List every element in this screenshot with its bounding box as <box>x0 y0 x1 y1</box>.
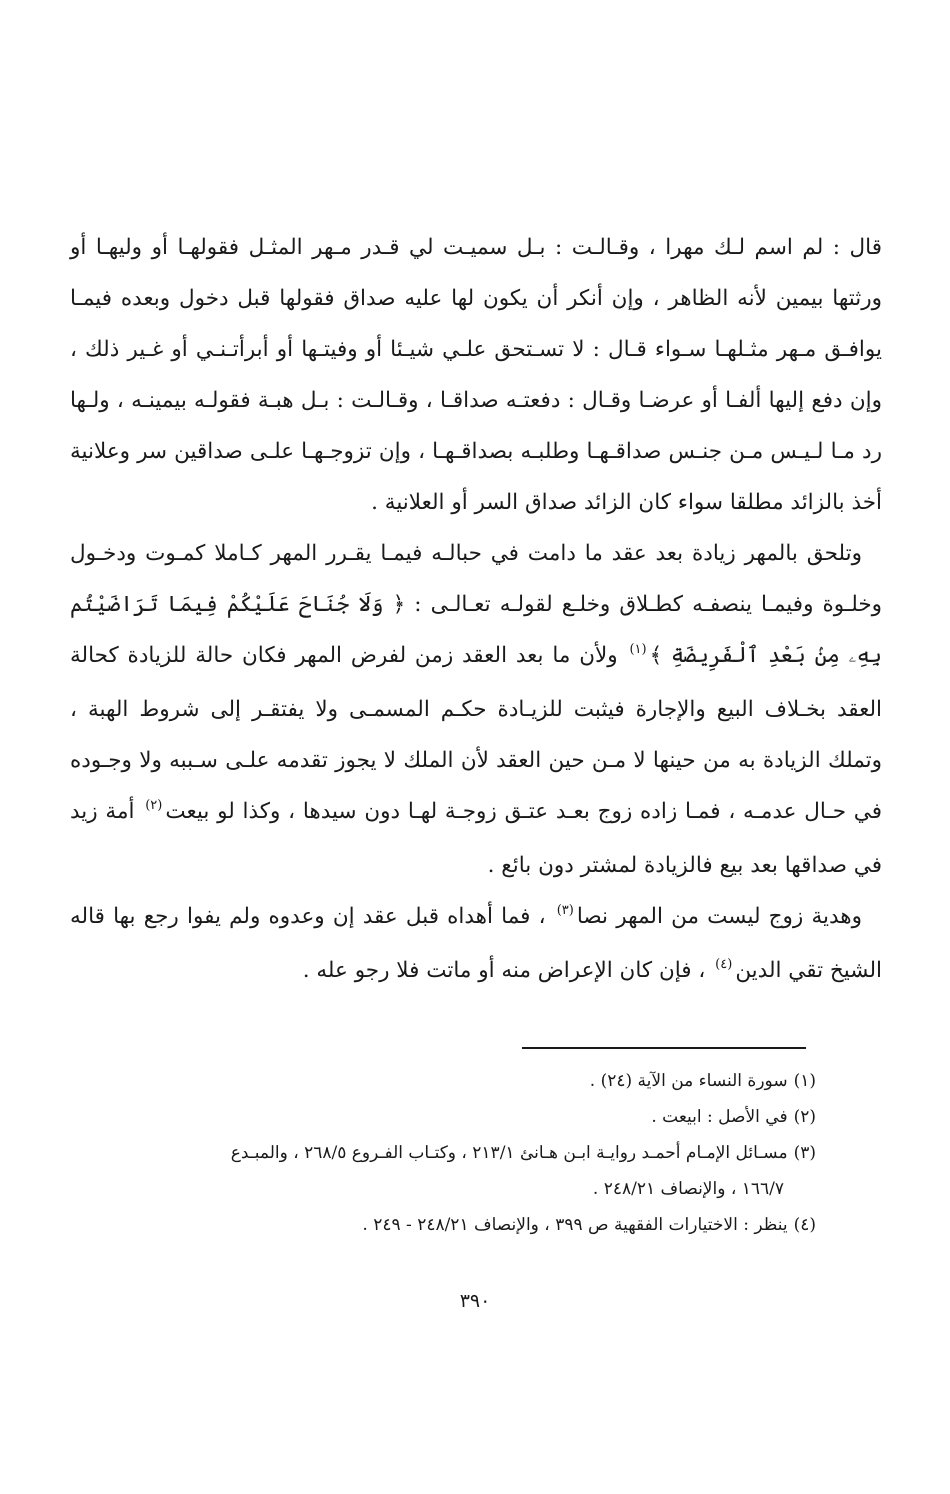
footnote-number: (٣) <box>793 1143 816 1163</box>
footnote-text: مسـائل الإمـام أحمـد روايـة ابـن هـانئ ٢١٣/١ ، وكتـاب الفـروع ٢٦٨/٥ ، والمبـدع <box>230 1143 788 1163</box>
footnote-3 <box>66 1135 816 1207</box>
paragraph-3-text-c: ، فإن كان الإعراض منه أو ماتت فلا رجو عله . <box>302 958 713 983</box>
footnotes <box>66 1063 816 1243</box>
footnote-ref-2[interactable]: (٢) <box>145 798 163 813</box>
quran-verse: ﴿ وَلَا جُنَاحَ عَلَيْكُمْ فِيمَا تَرَاضَيْتُم بِهِۦ مِنۢ بَعْدِ ٱلْفَرِيضَةِ ﴾ <box>70 592 882 668</box>
footnote-4 <box>66 1207 816 1243</box>
paragraph-3 <box>70 891 882 999</box>
paragraph-2-text-end: أمة زيد في صداقها بعد بيع فالزيادة لمشتر دون بائع . <box>70 799 882 878</box>
footnote-number: (٢) <box>793 1107 816 1127</box>
paragraph-3-text-a: وهدية زوج ليست من المهر نصا <box>576 904 863 929</box>
footnote-ref-1[interactable]: (١) <box>629 642 647 657</box>
footnote-ref-3[interactable]: (٣) <box>556 903 574 918</box>
paragraph-2-text-after: ولأن ما بعد العقد زمن لفرض المهر فكان حالة للزيادة كحالة العقد بخـلاف البيع والإجارة فيثبت للزيـادة حكـم المسمـى ولا يفتقـر إلى شروط الهبة ، وتملك الزيادة به من حينها لا مـن حين العقد لأن الملك لا يجوز تقدمه علـى سـببه ولا وجـوده في حـال عدمـه ، فمـا زاده زوج بعـد عتـق زوجـة لهـا دون سيدها ، وكذا لو بيعت <box>70 643 882 824</box>
footnote-text: سورة النساء من الآية (٢٤) . <box>589 1071 788 1091</box>
paragraph-2-text-before-quran: وتلحق بالمهر زيادة بعد عقد ما دامت في حبالـه فيمـا يقـرر المهر كـاملا كمـوت ودخـول وخلـوة وفيمـا ينصفـه كطـلاق وخلـع لقولـه تعـالـى : <box>70 541 882 617</box>
paragraph-3-text-b: ، فما أهداه قبل عقد إن وعدوه ولم يفوا رجع بها قاله الشيخ تقي الدين <box>70 904 882 983</box>
paragraph-1: قال : لم اسم لـك مهرا ، وقـالـت : بـل سميـت لي قـدر مـهر المثـل فقولهـا أو وليهـا أو ورثتها بيمين لأنه الظاهر ، وإن أنكر أن يكون لها عليه صداق فقولها قبل دخول وبعده فيمـا يوافـق مـهر مثـلهـا سـواء قـال : لا تسـتحق علـي شيـئا أو وفيتـها أو أبرأتـنـي أو غـير ذلك ، وإن دفع إليها ألفـا أو عرضـا وقـال : دفعتـه صداقـا ، وقـالـت : بـل هبـة فقولـه بيمينـه ، ولـها رد مـا لـيـس مـن جنـس صداقـهـا وطلبـه بصداقـهـا ، وإن تزوجـهـا علـى صداقين سر وعلانية أخذ بالزائد مطلقا سواء كان الزائد صداق السر أو العلانية . <box>70 235 882 515</box>
footnote-1 <box>66 1063 816 1099</box>
footnote-2 <box>66 1099 816 1135</box>
main-text <box>70 222 882 999</box>
footnote-number: (١) <box>793 1071 816 1091</box>
footnote-text: في الأصل : ابيعت . <box>651 1107 788 1127</box>
footnote-text: ينظر : الاختيارات الفقهية ص ٣٩٩ ، والإنصاف ٢٤٨/٢١ - ٢٤٩ . <box>362 1215 788 1235</box>
footnote-number: (٤) <box>793 1215 816 1235</box>
page-number: ٣٩٠ <box>459 1290 491 1312</box>
footnote-continuation: ١٦٦/٧ ، والإنصاف ٢٤٨/٢١ . <box>592 1179 784 1199</box>
footnote-separator <box>522 1047 806 1049</box>
footnote-ref-4[interactable]: (٤) <box>715 957 733 972</box>
paragraph-2 <box>70 528 882 891</box>
